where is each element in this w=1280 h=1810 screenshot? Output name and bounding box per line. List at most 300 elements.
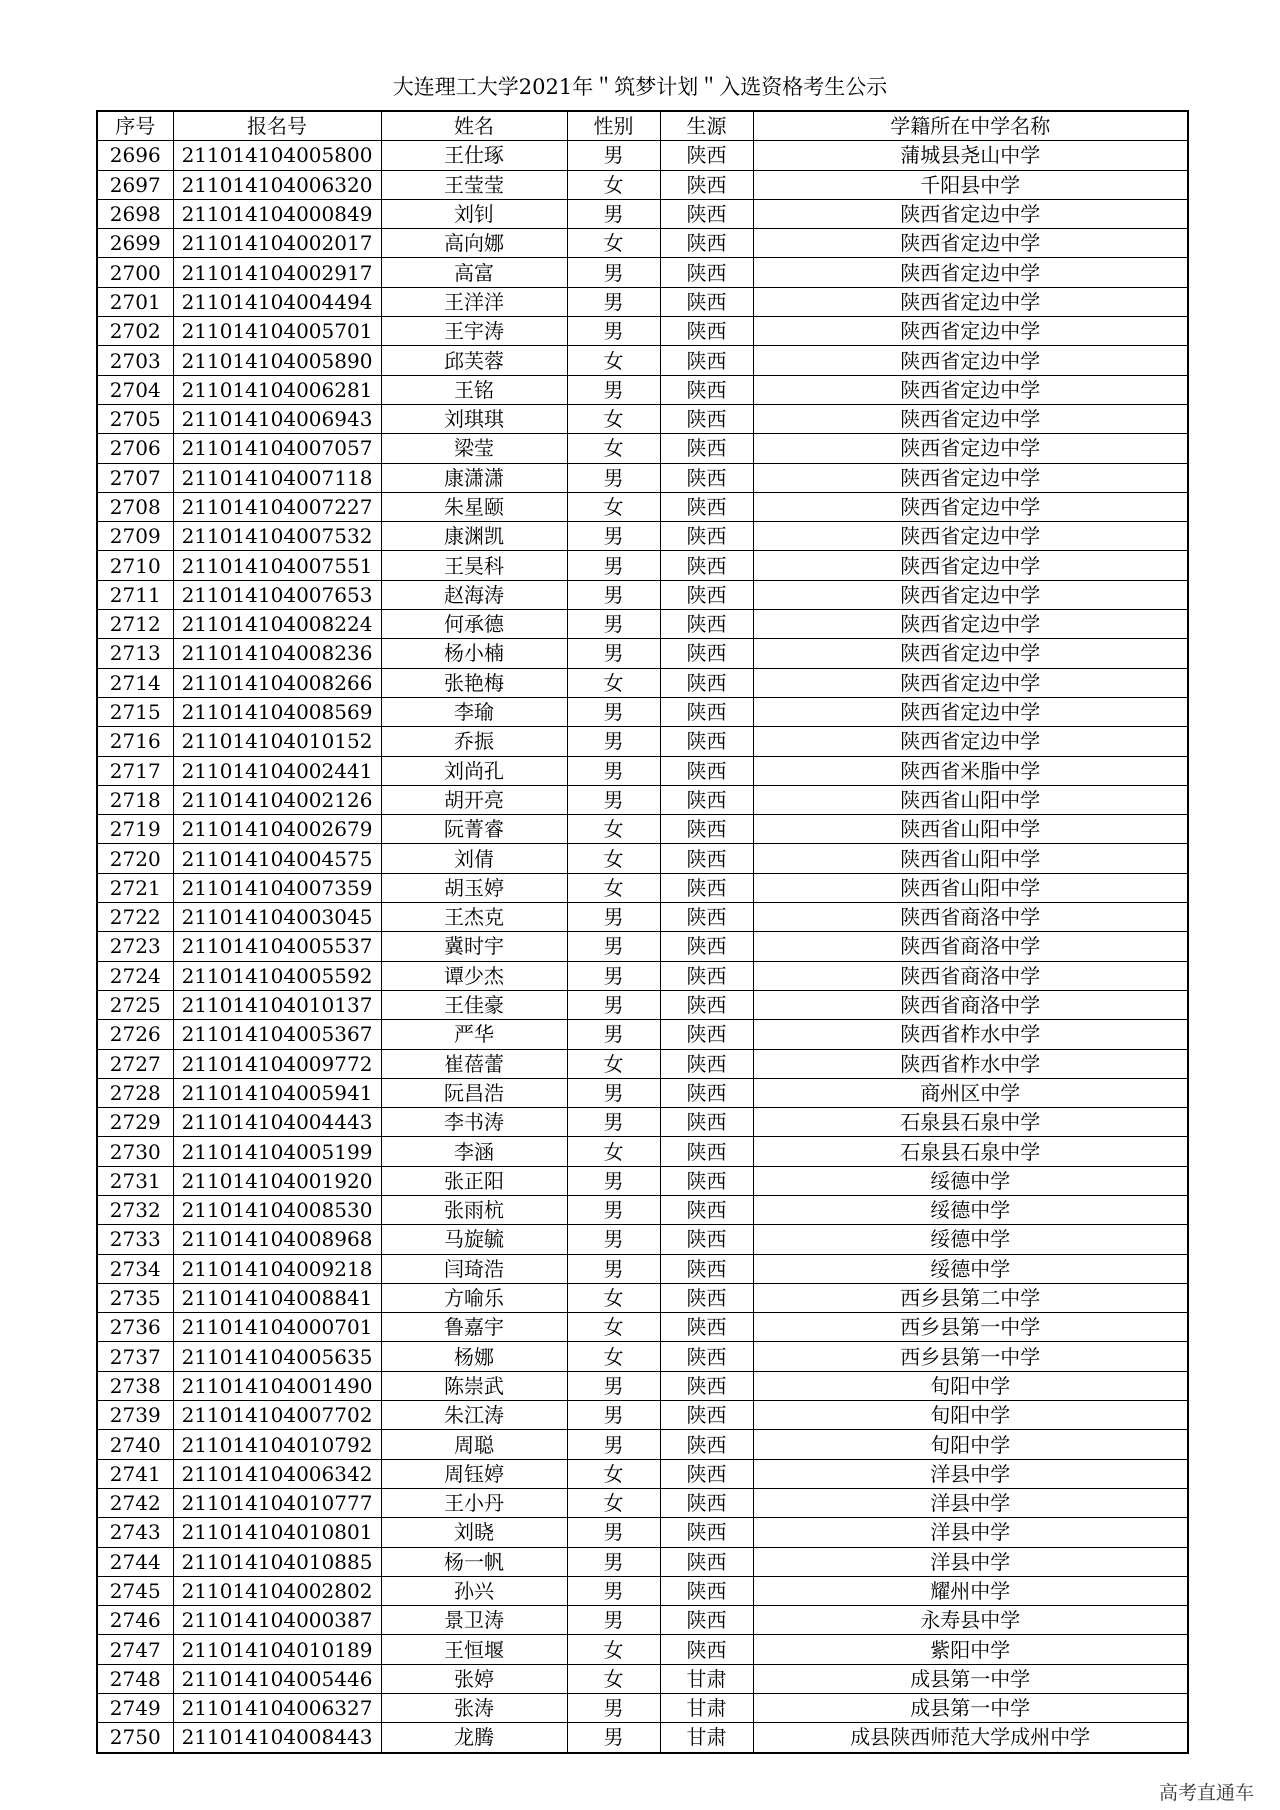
table-row	[97, 990, 1188, 1019]
cell-reg-no: 211014104002441	[173, 756, 381, 785]
cell-gender: 女	[567, 1635, 660, 1664]
cell-seq: 2721	[97, 873, 173, 902]
cell-gender: 男	[567, 1694, 660, 1723]
cell-name: 孙兴	[381, 1576, 567, 1605]
cell-school: 旬阳中学	[753, 1371, 1188, 1400]
cell-origin: 陕西	[660, 1195, 753, 1224]
cell-seq: 2703	[97, 346, 173, 375]
cell-seq: 2745	[97, 1576, 173, 1605]
cell-name: 乔振	[381, 727, 567, 756]
cell-seq: 2715	[97, 697, 173, 726]
header-gender: 性别	[567, 111, 660, 141]
cell-gender: 女	[567, 1459, 660, 1488]
cell-seq: 2706	[97, 434, 173, 463]
cell-school: 陕西省定边中学	[753, 317, 1188, 346]
cell-gender: 男	[567, 610, 660, 639]
cell-reg-no: 211014104005800	[173, 141, 381, 170]
cell-gender: 男	[567, 932, 660, 961]
cell-seq: 2733	[97, 1225, 173, 1254]
cell-gender: 女	[567, 229, 660, 258]
roster-table	[96, 110, 1189, 1754]
table-row	[97, 1606, 1188, 1635]
cell-seq: 2729	[97, 1108, 173, 1137]
cell-origin: 陕西	[660, 873, 753, 902]
cell-seq: 2720	[97, 844, 173, 873]
cell-school: 陕西省定边中学	[753, 668, 1188, 697]
cell-name: 王小丹	[381, 1488, 567, 1517]
cell-origin: 陕西	[660, 1342, 753, 1371]
cell-name: 谭少杰	[381, 961, 567, 990]
cell-reg-no: 211014104010189	[173, 1635, 381, 1664]
cell-school: 成县第一中学	[753, 1694, 1188, 1723]
table-row	[97, 1049, 1188, 1078]
cell-name: 张涛	[381, 1694, 567, 1723]
cell-name: 周钰婷	[381, 1459, 567, 1488]
cell-name: 王恒堰	[381, 1635, 567, 1664]
cell-origin: 陕西	[660, 1547, 753, 1576]
cell-gender: 男	[567, 1723, 660, 1753]
cell-reg-no: 211014104001920	[173, 1166, 381, 1195]
cell-seq: 2718	[97, 785, 173, 814]
cell-seq: 2736	[97, 1313, 173, 1342]
cell-gender: 男	[567, 1606, 660, 1635]
cell-name: 马旋毓	[381, 1225, 567, 1254]
cell-name: 康潇潇	[381, 463, 567, 492]
cell-reg-no: 211014104006327	[173, 1694, 381, 1723]
cell-reg-no: 211014104005446	[173, 1664, 381, 1693]
cell-origin: 陕西	[660, 317, 753, 346]
cell-seq: 2747	[97, 1635, 173, 1664]
cell-name: 朱江涛	[381, 1401, 567, 1430]
cell-seq: 2711	[97, 580, 173, 609]
cell-school: 陕西省柞水中学	[753, 1049, 1188, 1078]
cell-school: 紫阳中学	[753, 1635, 1188, 1664]
cell-origin: 陕西	[660, 463, 753, 492]
cell-seq: 2722	[97, 903, 173, 932]
table-row	[97, 785, 1188, 814]
cell-name: 刘倩	[381, 844, 567, 873]
cell-gender: 女	[567, 404, 660, 433]
cell-origin: 陕西	[660, 199, 753, 228]
table-body	[97, 141, 1188, 1753]
cell-name: 杨一帆	[381, 1547, 567, 1576]
cell-gender: 女	[567, 1049, 660, 1078]
cell-origin: 陕西	[660, 580, 753, 609]
cell-school: 陕西省定边中学	[753, 463, 1188, 492]
table-row	[97, 434, 1188, 463]
cell-seq: 2700	[97, 258, 173, 287]
cell-name: 周聪	[381, 1430, 567, 1459]
cell-seq: 2699	[97, 229, 173, 258]
table-row	[97, 1547, 1188, 1576]
cell-name: 杨娜	[381, 1342, 567, 1371]
cell-seq: 2730	[97, 1137, 173, 1166]
cell-name: 王昊科	[381, 551, 567, 580]
cell-origin: 陕西	[660, 815, 753, 844]
cell-school: 陕西省定边中学	[753, 551, 1188, 580]
cell-reg-no: 211014104006281	[173, 375, 381, 404]
cell-school: 陕西省定边中学	[753, 434, 1188, 463]
table-row	[97, 1430, 1188, 1459]
cell-school: 陕西省山阳中学	[753, 785, 1188, 814]
cell-school: 陕西省商洛中学	[753, 990, 1188, 1019]
cell-name: 景卫涛	[381, 1606, 567, 1635]
cell-origin: 陕西	[660, 346, 753, 375]
cell-gender: 男	[567, 199, 660, 228]
cell-reg-no: 211014104008224	[173, 610, 381, 639]
cell-origin: 陕西	[660, 287, 753, 316]
cell-name: 朱星颐	[381, 492, 567, 521]
cell-school: 商州区中学	[753, 1078, 1188, 1107]
cell-gender: 男	[567, 1401, 660, 1430]
cell-origin: 陕西	[660, 1430, 753, 1459]
cell-seq: 2739	[97, 1401, 173, 1430]
cell-reg-no: 211014104005890	[173, 346, 381, 375]
cell-reg-no: 211014104006943	[173, 404, 381, 433]
cell-name: 刘钊	[381, 199, 567, 228]
table-row	[97, 229, 1188, 258]
cell-origin: 陕西	[660, 1225, 753, 1254]
cell-school: 陕西省定边中学	[753, 522, 1188, 551]
cell-origin: 陕西	[660, 785, 753, 814]
table-row	[97, 1459, 1188, 1488]
cell-origin: 陕西	[660, 375, 753, 404]
table-row	[97, 463, 1188, 492]
cell-origin: 陕西	[660, 1518, 753, 1547]
cell-origin: 陕西	[660, 1635, 753, 1664]
cell-gender: 男	[567, 1576, 660, 1605]
cell-seq: 2712	[97, 610, 173, 639]
cell-school: 洋县中学	[753, 1488, 1188, 1517]
cell-gender: 女	[567, 1342, 660, 1371]
cell-origin: 陕西	[660, 551, 753, 580]
cell-reg-no: 211014104003045	[173, 903, 381, 932]
cell-seq: 2724	[97, 961, 173, 990]
table-row	[97, 815, 1188, 844]
cell-name: 杨小楠	[381, 639, 567, 668]
cell-gender: 男	[567, 1518, 660, 1547]
cell-origin: 陕西	[660, 141, 753, 170]
cell-seq: 2743	[97, 1518, 173, 1547]
cell-school: 陕西省商洛中学	[753, 961, 1188, 990]
table-row	[97, 258, 1188, 287]
cell-school: 陕西省定边中学	[753, 375, 1188, 404]
cell-origin: 陕西	[660, 1108, 753, 1137]
cell-gender: 男	[567, 580, 660, 609]
cell-gender: 女	[567, 1313, 660, 1342]
cell-gender: 女	[567, 1283, 660, 1312]
cell-gender: 男	[567, 1108, 660, 1137]
cell-gender: 男	[567, 1166, 660, 1195]
cell-origin: 陕西	[660, 258, 753, 287]
table-row	[97, 404, 1188, 433]
table-row	[97, 317, 1188, 346]
cell-reg-no: 211014104010152	[173, 727, 381, 756]
cell-name: 何承德	[381, 610, 567, 639]
cell-school: 西乡县第二中学	[753, 1283, 1188, 1312]
cell-name: 邱芙蓉	[381, 346, 567, 375]
cell-reg-no: 211014104005199	[173, 1137, 381, 1166]
cell-origin: 陕西	[660, 229, 753, 258]
cell-seq: 2725	[97, 990, 173, 1019]
cell-name: 张雨杭	[381, 1195, 567, 1224]
cell-origin: 陕西	[660, 434, 753, 463]
cell-school: 陕西省山阳中学	[753, 815, 1188, 844]
table-row	[97, 1225, 1188, 1254]
cell-reg-no: 211014104005367	[173, 1020, 381, 1049]
cell-school: 洋县中学	[753, 1459, 1188, 1488]
cell-seq: 2697	[97, 170, 173, 199]
table-row	[97, 1166, 1188, 1195]
cell-seq: 2737	[97, 1342, 173, 1371]
cell-seq: 2704	[97, 375, 173, 404]
header-school: 学籍所在中学名称	[753, 111, 1188, 141]
cell-name: 方喻乐	[381, 1283, 567, 1312]
cell-reg-no: 211014104007359	[173, 873, 381, 902]
cell-school: 陕西省柞水中学	[753, 1020, 1188, 1049]
cell-gender: 男	[567, 903, 660, 932]
cell-origin: 陕西	[660, 1313, 753, 1342]
cell-name: 胡玉婷	[381, 873, 567, 902]
cell-reg-no: 211014104006342	[173, 1459, 381, 1488]
cell-school: 陕西省定边中学	[753, 346, 1188, 375]
table-row	[97, 873, 1188, 902]
cell-school: 绥德中学	[753, 1225, 1188, 1254]
cell-school: 旬阳中学	[753, 1430, 1188, 1459]
cell-name: 闫琦浩	[381, 1254, 567, 1283]
cell-origin: 陕西	[660, 1283, 753, 1312]
cell-reg-no: 211014104010792	[173, 1430, 381, 1459]
cell-reg-no: 211014104000701	[173, 1313, 381, 1342]
cell-reg-no: 211014104000849	[173, 199, 381, 228]
cell-reg-no: 211014104007532	[173, 522, 381, 551]
cell-name: 高向娜	[381, 229, 567, 258]
cell-reg-no: 211014104000387	[173, 1606, 381, 1635]
cell-seq: 2709	[97, 522, 173, 551]
table-row	[97, 170, 1188, 199]
cell-seq: 2727	[97, 1049, 173, 1078]
cell-name: 王洋洋	[381, 287, 567, 316]
cell-name: 李涵	[381, 1137, 567, 1166]
cell-seq: 2728	[97, 1078, 173, 1107]
cell-reg-no: 211014104005592	[173, 961, 381, 990]
cell-seq: 2696	[97, 141, 173, 170]
cell-school: 陕西省定边中学	[753, 492, 1188, 521]
cell-school: 陕西省米脂中学	[753, 756, 1188, 785]
cell-school: 石泉县石泉中学	[753, 1137, 1188, 1166]
cell-reg-no: 211014104002802	[173, 1576, 381, 1605]
cell-gender: 男	[567, 287, 660, 316]
cell-school: 蒲城县尧山中学	[753, 141, 1188, 170]
cell-reg-no: 211014104008443	[173, 1723, 381, 1753]
cell-name: 刘尚孔	[381, 756, 567, 785]
cell-reg-no: 211014104009218	[173, 1254, 381, 1283]
table-row	[97, 492, 1188, 521]
cell-school: 陕西省定边中学	[753, 404, 1188, 433]
cell-gender: 男	[567, 961, 660, 990]
cell-origin: 甘肃	[660, 1694, 753, 1723]
cell-school: 陕西省定边中学	[753, 727, 1188, 756]
cell-origin: 陕西	[660, 844, 753, 873]
cell-reg-no: 211014104007702	[173, 1401, 381, 1430]
cell-school: 旬阳中学	[753, 1401, 1188, 1430]
cell-seq: 2732	[97, 1195, 173, 1224]
cell-gender: 女	[567, 815, 660, 844]
table-row	[97, 287, 1188, 316]
cell-reg-no: 211014104001490	[173, 1371, 381, 1400]
cell-seq: 2702	[97, 317, 173, 346]
cell-school: 陕西省定边中学	[753, 639, 1188, 668]
cell-reg-no: 211014104007227	[173, 492, 381, 521]
cell-gender: 男	[567, 697, 660, 726]
cell-school: 陕西省山阳中学	[753, 873, 1188, 902]
cell-school: 绥德中学	[753, 1254, 1188, 1283]
cell-reg-no: 211014104004443	[173, 1108, 381, 1137]
cell-school: 陕西省商洛中学	[753, 932, 1188, 961]
table-row	[97, 756, 1188, 785]
cell-gender: 男	[567, 785, 660, 814]
cell-reg-no: 211014104005941	[173, 1078, 381, 1107]
table-row	[97, 1694, 1188, 1723]
cell-gender: 男	[567, 639, 660, 668]
cell-school: 西乡县第一中学	[753, 1313, 1188, 1342]
cell-reg-no: 211014104002126	[173, 785, 381, 814]
cell-reg-no: 211014104008569	[173, 697, 381, 726]
cell-reg-no: 211014104010777	[173, 1488, 381, 1517]
cell-origin: 陕西	[660, 668, 753, 697]
cell-origin: 陕西	[660, 492, 753, 521]
cell-reg-no: 211014104008530	[173, 1195, 381, 1224]
header-name: 姓名	[381, 111, 567, 141]
cell-reg-no: 211014104002017	[173, 229, 381, 258]
cell-origin: 陕西	[660, 1020, 753, 1049]
cell-gender: 男	[567, 756, 660, 785]
cell-origin: 陕西	[660, 932, 753, 961]
cell-name: 李瑜	[381, 697, 567, 726]
cell-gender: 女	[567, 170, 660, 199]
cell-school: 陕西省定边中学	[753, 287, 1188, 316]
cell-origin: 陕西	[660, 1078, 753, 1107]
cell-seq: 2708	[97, 492, 173, 521]
cell-origin: 陕西	[660, 1401, 753, 1430]
cell-name: 张艳梅	[381, 668, 567, 697]
cell-seq: 2748	[97, 1664, 173, 1693]
header-reg-no: 报名号	[173, 111, 381, 141]
cell-reg-no: 211014104010801	[173, 1518, 381, 1547]
cell-school: 绥德中学	[753, 1166, 1188, 1195]
cell-seq: 2723	[97, 932, 173, 961]
table-row	[97, 1723, 1188, 1753]
cell-origin: 陕西	[660, 404, 753, 433]
table-row	[97, 1108, 1188, 1137]
cell-gender: 男	[567, 141, 660, 170]
table-row	[97, 1635, 1188, 1664]
table-row	[97, 1078, 1188, 1107]
cell-reg-no: 211014104006320	[173, 170, 381, 199]
header-seq: 序号	[97, 111, 173, 141]
cell-seq: 2717	[97, 756, 173, 785]
cell-school: 永寿县中学	[753, 1606, 1188, 1635]
cell-seq: 2716	[97, 727, 173, 756]
cell-reg-no: 211014104007057	[173, 434, 381, 463]
cell-name: 阮昌浩	[381, 1078, 567, 1107]
table-row	[97, 1664, 1188, 1693]
table-row	[97, 346, 1188, 375]
cell-name: 严华	[381, 1020, 567, 1049]
cell-seq: 2698	[97, 199, 173, 228]
cell-gender: 男	[567, 990, 660, 1019]
table-row	[97, 610, 1188, 639]
table-row	[97, 1518, 1188, 1547]
cell-name: 陈崇武	[381, 1371, 567, 1400]
table-row	[97, 1020, 1188, 1049]
cell-name: 龙腾	[381, 1723, 567, 1753]
cell-gender: 男	[567, 551, 660, 580]
table-row	[97, 1283, 1188, 1312]
cell-seq: 2749	[97, 1694, 173, 1723]
cell-name: 李书涛	[381, 1108, 567, 1137]
cell-origin: 陕西	[660, 1137, 753, 1166]
cell-name: 王宇涛	[381, 317, 567, 346]
cell-gender: 男	[567, 317, 660, 346]
cell-reg-no: 211014104008968	[173, 1225, 381, 1254]
cell-seq: 2744	[97, 1547, 173, 1576]
cell-origin: 陕西	[660, 639, 753, 668]
cell-gender: 女	[567, 1488, 660, 1517]
table-row	[97, 903, 1188, 932]
cell-reg-no: 211014104007551	[173, 551, 381, 580]
cell-reg-no: 211014104005701	[173, 317, 381, 346]
cell-school: 陕西省定边中学	[753, 229, 1188, 258]
cell-origin: 陕西	[660, 1606, 753, 1635]
cell-name: 阮菁睿	[381, 815, 567, 844]
cell-name: 张婷	[381, 1664, 567, 1693]
cell-origin: 陕西	[660, 990, 753, 1019]
table-row	[97, 639, 1188, 668]
cell-origin: 陕西	[660, 1459, 753, 1488]
cell-seq: 2741	[97, 1459, 173, 1488]
cell-gender: 男	[567, 1371, 660, 1400]
cell-gender: 女	[567, 1664, 660, 1693]
cell-gender: 男	[567, 522, 660, 551]
cell-school: 陕西省定边中学	[753, 697, 1188, 726]
cell-seq: 2719	[97, 815, 173, 844]
cell-name: 胡开亮	[381, 785, 567, 814]
table-row	[97, 1488, 1188, 1517]
cell-seq: 2705	[97, 404, 173, 433]
cell-gender: 男	[567, 258, 660, 287]
cell-name: 康渊凯	[381, 522, 567, 551]
cell-seq: 2731	[97, 1166, 173, 1195]
cell-name: 崔蓓蕾	[381, 1049, 567, 1078]
cell-reg-no: 211014104008841	[173, 1283, 381, 1312]
cell-seq: 2740	[97, 1430, 173, 1459]
cell-name: 张正阳	[381, 1166, 567, 1195]
cell-reg-no: 211014104004575	[173, 844, 381, 873]
table-row	[97, 375, 1188, 404]
cell-origin: 陕西	[660, 170, 753, 199]
page-title: 大连理工大学2021年＂筑梦计划＂入选资格考生公示	[392, 75, 888, 99]
table-row	[97, 551, 1188, 580]
watermark: 高考直通车	[1158, 1782, 1254, 1804]
cell-gender: 女	[567, 1137, 660, 1166]
cell-name: 王铭	[381, 375, 567, 404]
cell-seq: 2714	[97, 668, 173, 697]
cell-origin: 陕西	[660, 610, 753, 639]
header-row	[97, 111, 1188, 141]
table-row	[97, 1254, 1188, 1283]
table-row	[97, 668, 1188, 697]
